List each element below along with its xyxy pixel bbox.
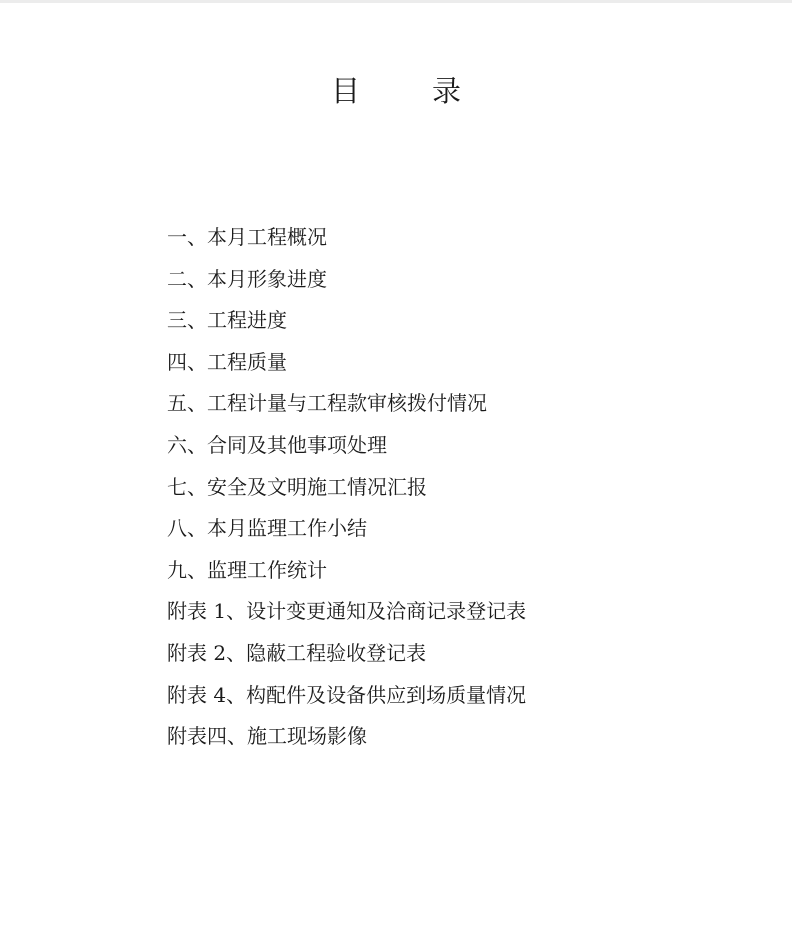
table-of-contents: [167, 222, 526, 763]
title-char-1: 目: [330, 74, 360, 108]
toc-item: 六、合同及其他事项处理: [167, 432, 387, 457]
toc-item: 附表 4、构配件及设备供应到场质量情况: [167, 682, 527, 707]
title-char-2: 录: [432, 74, 462, 108]
toc-item: 五、工程计量与工程款审核拨付情况: [167, 391, 487, 416]
toc-item: 九、监理工作统计: [167, 557, 327, 582]
toc-item: 七、安全及文明施工情况汇报: [167, 474, 427, 499]
toc-item: 三、工程进度: [167, 308, 287, 333]
toc-item: 附表 1、设计变更通知及洽商记录登记表: [167, 599, 527, 624]
toc-item: 八、本月监理工作小结: [167, 516, 367, 541]
toc-item: 附表 2、隐蔽工程验收登记表: [167, 640, 427, 665]
toc-item: 一、本月工程概况: [167, 225, 327, 249]
toc-item: 附表四、施工现场影像: [167, 724, 367, 749]
toc-item: 二、本月形象进度: [167, 266, 327, 291]
toc-item: 四、工程质量: [167, 349, 287, 374]
page-title: [0, 73, 792, 109]
